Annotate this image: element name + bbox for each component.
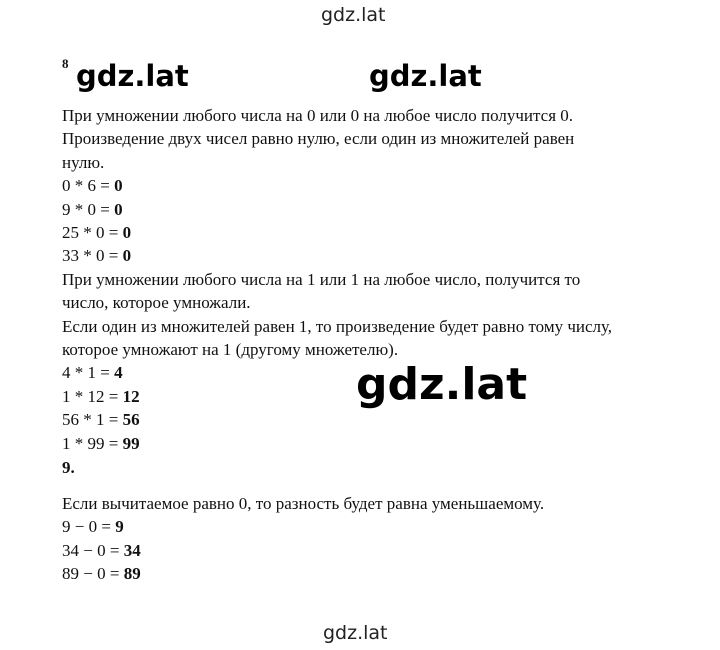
equation-line bbox=[62, 432, 702, 455]
text-line: которое умножают на 1 (другому множетелю). bbox=[62, 340, 399, 360]
text-line: Произведение двух чисел равно нулю, если один из множителей равен bbox=[62, 129, 575, 149]
equation-result: 0 bbox=[114, 199, 123, 219]
text-line: При умножении любого числа на 0 или 0 на любое число получится 0. bbox=[62, 106, 574, 125]
equation-result: 56 bbox=[122, 410, 140, 430]
equation-line bbox=[62, 408, 702, 431]
watermark-top: gdz.lat bbox=[321, 4, 386, 26]
text-line: нулю. bbox=[62, 152, 105, 172]
equation-expression: 0 * 6 = bbox=[62, 176, 115, 196]
equation-line bbox=[62, 562, 702, 585]
watermark-middle: gdz.lat bbox=[356, 359, 528, 410]
equation-expression: 34 − 0 = bbox=[62, 540, 124, 560]
equation-expression: 4 * 1 = bbox=[62, 363, 115, 383]
equation-line bbox=[62, 539, 702, 562]
equation-result: 34 bbox=[123, 540, 141, 560]
equation-expression: 1 * 99 = bbox=[62, 433, 123, 453]
equation-expression: 25 * 0 = bbox=[62, 223, 123, 243]
equation-result: 0 bbox=[122, 223, 132, 243]
task-8-number: 8 bbox=[62, 56, 69, 71]
equation-expression: 56 * 1 = bbox=[62, 410, 123, 430]
equation-line bbox=[62, 221, 702, 244]
equation-result: 99 bbox=[122, 433, 140, 453]
text-line: При умножении любого числа на 1 или 1 на любое число, получится то bbox=[62, 269, 581, 289]
equation-expression: 89 − 0 = bbox=[62, 564, 124, 584]
equation-result: 0 bbox=[122, 246, 132, 266]
equation-result: 4 bbox=[114, 363, 123, 383]
equation-expression: 9 − 0 = bbox=[62, 517, 116, 537]
equation-line bbox=[62, 198, 702, 221]
text-line: число, которое умножали. bbox=[62, 293, 251, 313]
equation-result: 12 bbox=[122, 386, 140, 406]
text-line: Если вычитаемое равно 0, то разность будет равна уменьшаемому. bbox=[62, 494, 545, 513]
equation-line bbox=[62, 244, 702, 267]
equation-result: 9 bbox=[115, 517, 124, 537]
task-9-heading: 9. bbox=[62, 458, 75, 477]
equation-result: 0 bbox=[114, 176, 123, 196]
equation-expression: 9 * 0 = bbox=[62, 199, 115, 219]
equation-result: 89 bbox=[123, 564, 141, 584]
equation-line bbox=[62, 515, 702, 538]
equation-line bbox=[62, 174, 702, 197]
task-9-body bbox=[62, 492, 702, 586]
equation-expression: 33 * 0 = bbox=[62, 246, 123, 266]
equation-expression: 1 * 12 = bbox=[62, 386, 123, 406]
watermark-large-left: gdz.lat bbox=[76, 59, 189, 93]
watermark-large-right: gdz.lat bbox=[369, 59, 482, 93]
watermark-bottom: gdz.lat bbox=[323, 622, 388, 644]
text-line: Если один из множителей равен 1, то произведение будет равно тому числу, bbox=[62, 316, 613, 336]
